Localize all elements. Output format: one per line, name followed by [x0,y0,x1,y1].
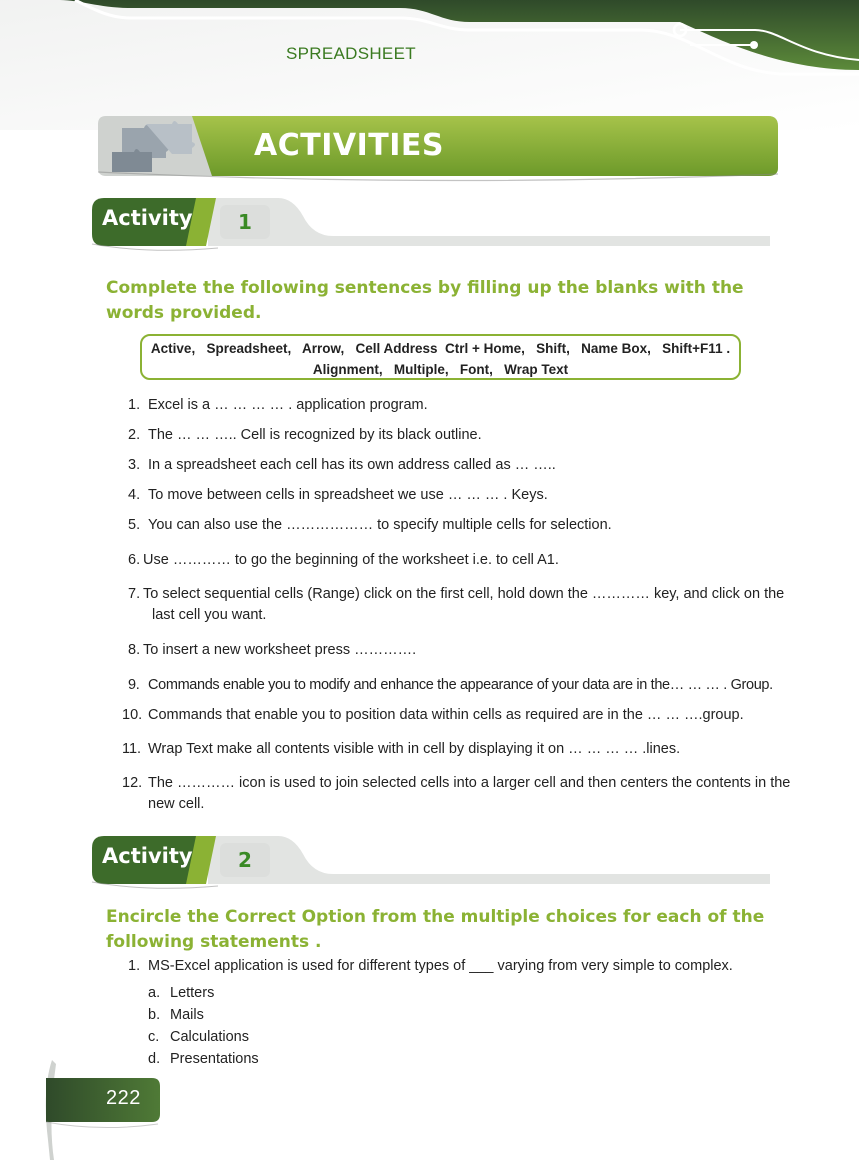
question-11: 11. Wrap Text make all contents visible with in cell by displaying it on … … … … .lines. [122,741,681,757]
activity-label: Activity [102,206,193,230]
question-4: 4. To move between cells in spreadsheet we use … … … . Keys. [128,487,548,503]
page-header-title: SPREADSHEET [286,44,416,63]
question-7: 7. To select sequential cells (Range) click on the first cell, hold down the ………… key, and click on the last cell you want. [128,586,785,623]
option-b: b. Mails [148,1007,204,1023]
activity-2-instruction: Encircle the Correct Option from the multiple choices for each of the following statements . [106,907,765,952]
question-12: 12. The ………… icon is used to join selected cells into a larger cell and then centers the contents in the new cell. [122,775,791,812]
activity-2-tab [88,834,778,892]
activity-2-question-1: 1. MS-Excel application is used for different types of ___ varying from very simple to complex. [128,958,733,974]
question-2: 2. The … … ….. Cell is recognized by its black outline. [128,427,482,443]
word-bank-line-2: Alignment, Multiple, Font, Wrap Text [312,362,569,377]
activity-number: 1 [220,205,270,239]
question-3: 3. In a spreadsheet each cell has its own address called as … ….. [128,457,556,473]
activity-number: 2 [220,843,270,877]
activities-title: ACTIVITIES [254,128,444,163]
page-number: 222 [106,1087,141,1109]
question-5: 5. You can also use the ……………… to specify multiple cells for selection. [128,517,612,533]
activity-label: Activity [102,844,193,868]
page-number-tab [40,1060,170,1160]
question-10: 10. Commands that enable you to position data within cells as required are in the … … ….group. [122,707,744,723]
word-bank-line-1: Active, Spreadsheet, Arrow, Cell Address Ctrl + Home, Shift, Name Box, Shift+F11 . [150,341,731,356]
option-c: c. Calculations [148,1029,249,1045]
option-a: a. Letters [148,985,215,1001]
question-6: 6. Use ………… to go the beginning of the worksheet i.e. to cell A1. [128,552,559,568]
word-bank-box [140,334,741,380]
question-8: 8. To insert a new worksheet press …………. [128,642,417,658]
option-d: d. Presentations [148,1051,259,1067]
activity-1-instruction: Complete the following sentences by filling up the blanks with the words provided. [106,278,744,323]
question-9: 9. Commands enable you to modify and enhance the appearance of your data are in the… … … . Group. [128,677,773,693]
question-1: 1. Excel is a … … … … . application program. [128,397,428,413]
activity-1-tab [88,196,778,254]
header-background [0,0,859,130]
